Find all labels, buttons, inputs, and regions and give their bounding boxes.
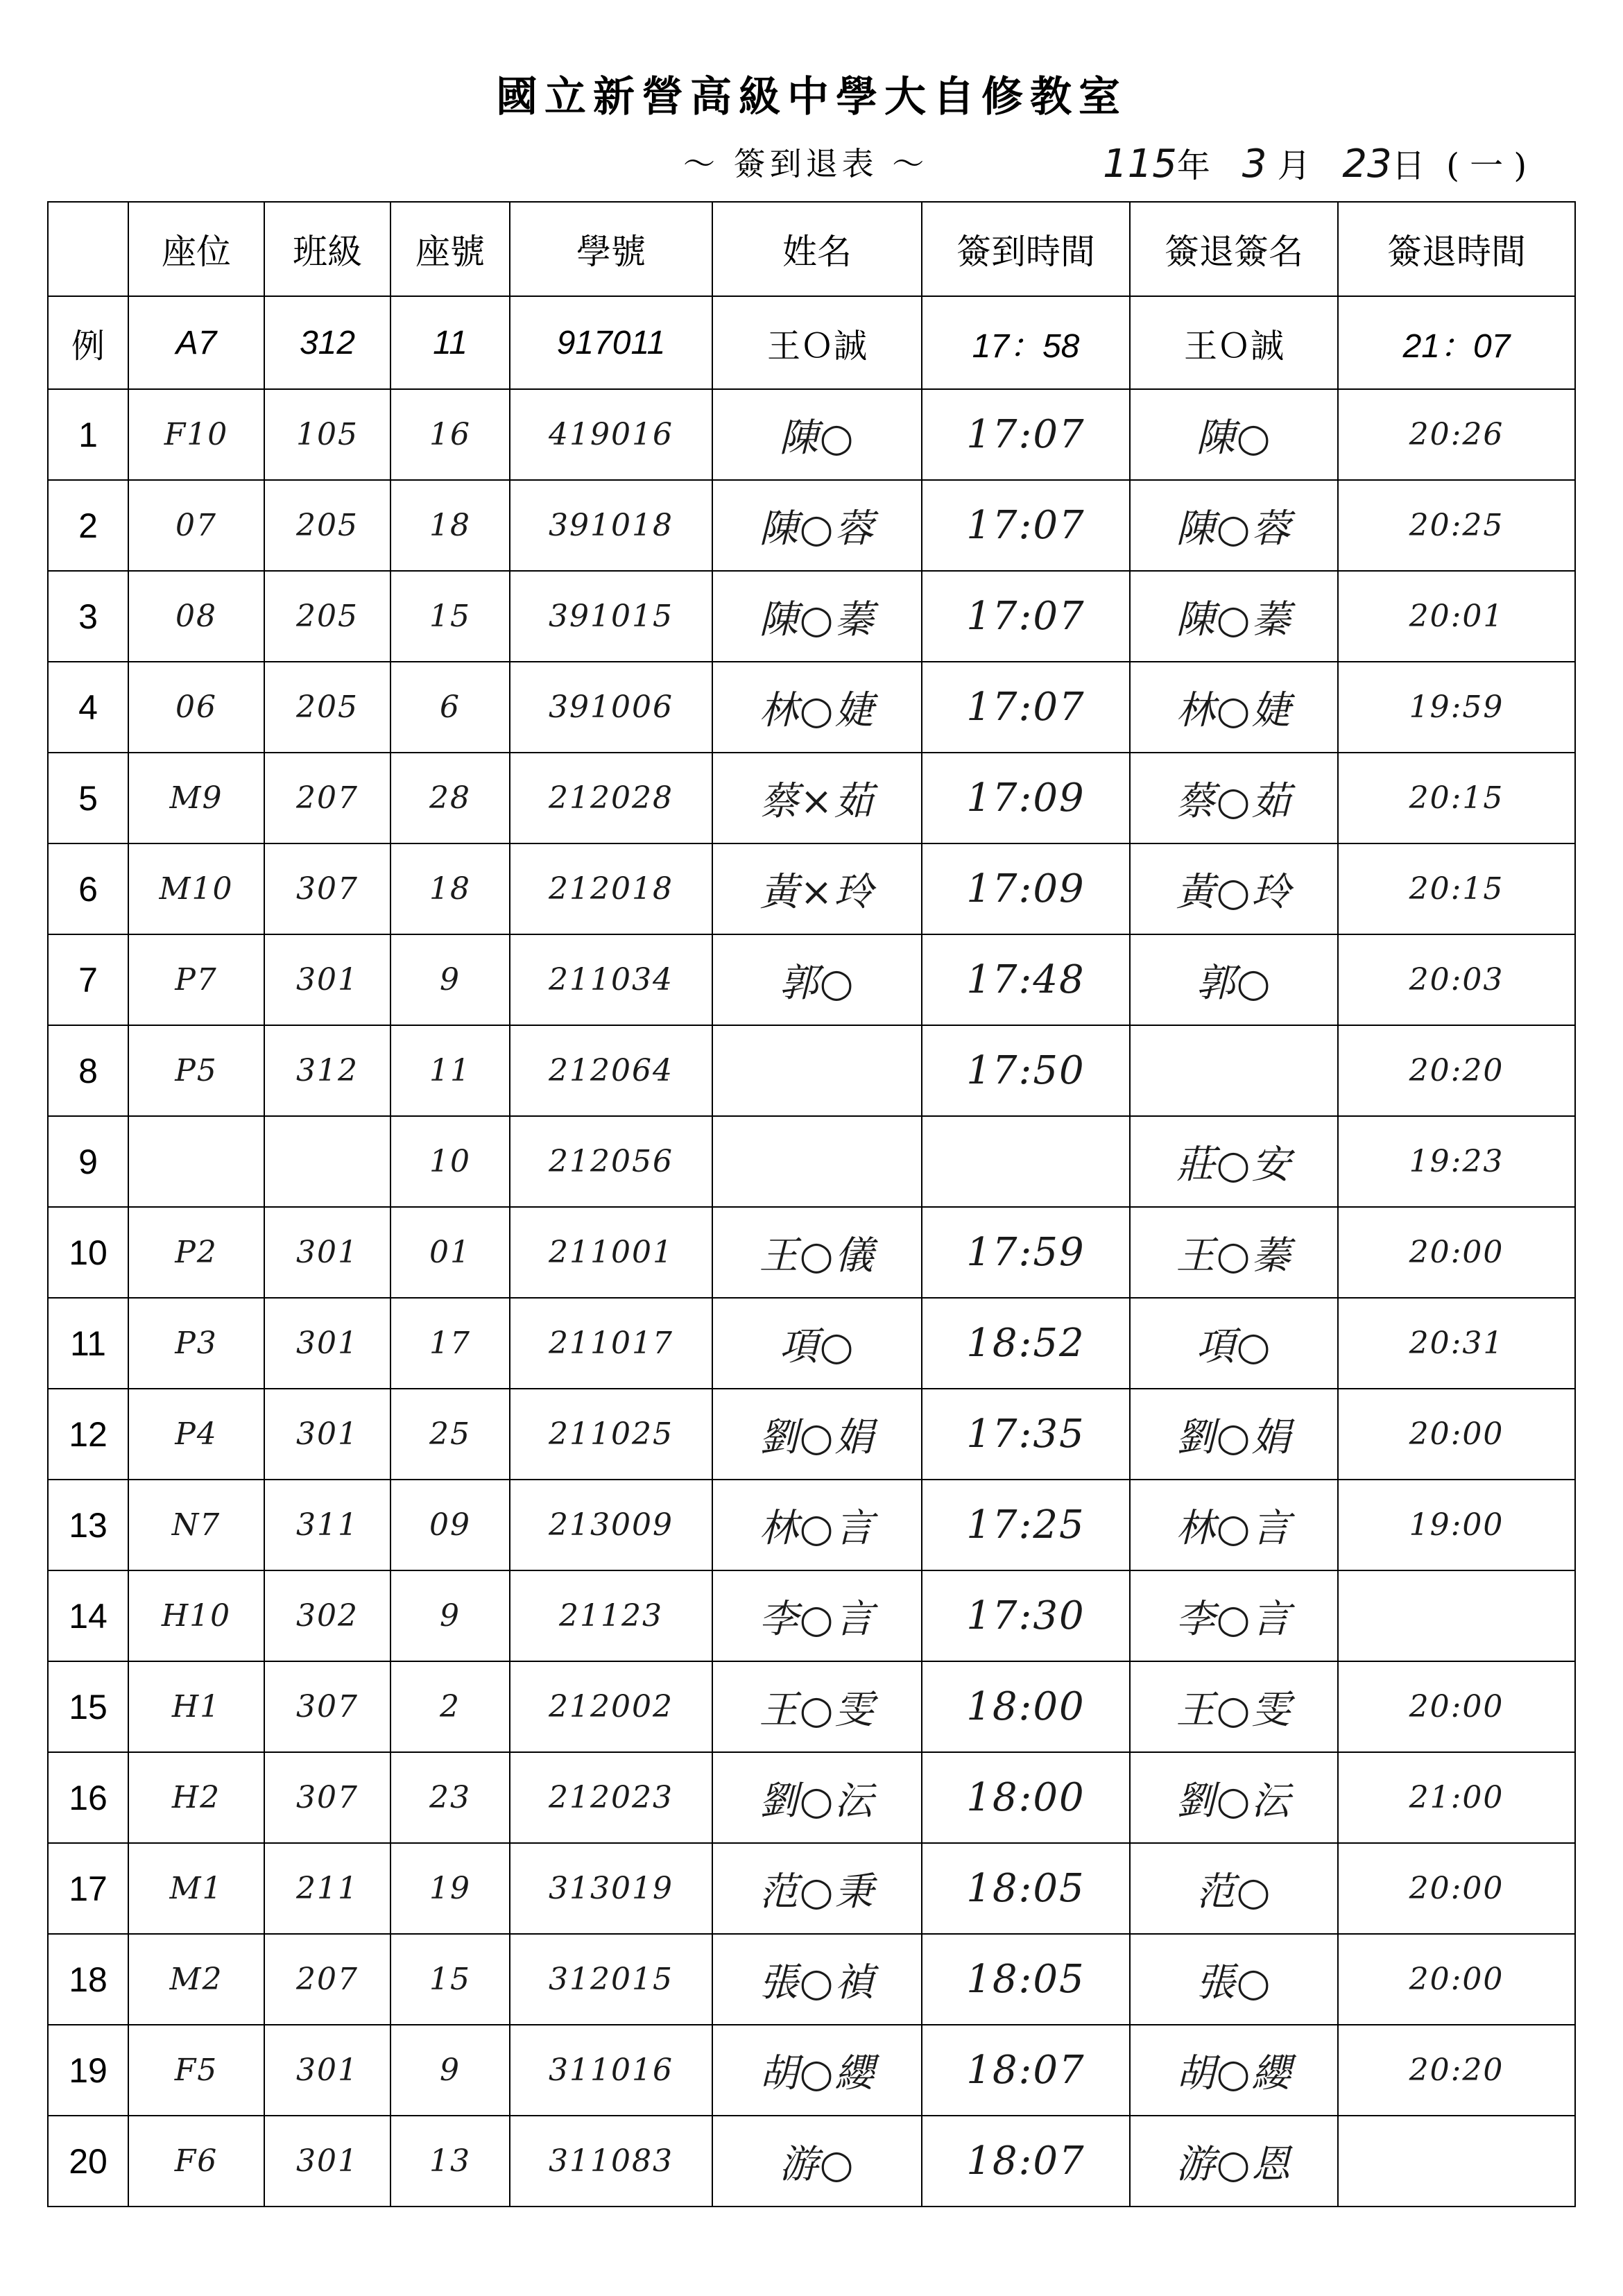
class-cell: 311 <box>264 1480 390 1570</box>
example-number: 11 <box>390 296 510 389</box>
student-id-cell: 211025 <box>510 1389 712 1480</box>
checkout-sign-cell: 王○雯 <box>1130 1661 1338 1752</box>
student-id-cell: 212018 <box>510 843 712 934</box>
table-row <box>48 1934 1575 2025</box>
table-row <box>48 1116 1575 1207</box>
name-cell: 王○儀 <box>712 1207 922 1298</box>
row-index: 2 <box>48 480 128 571</box>
checkin-cell: 17:07 <box>922 662 1130 753</box>
table-row <box>48 1298 1575 1389</box>
checkout-cell: 19:23 <box>1338 1116 1575 1207</box>
checkout-cell: 20:01 <box>1338 571 1575 662</box>
student-id-cell: 21123 <box>510 1570 712 1661</box>
name-cell: 蔡×茹 <box>712 753 922 843</box>
checkout-cell: 20:00 <box>1338 1389 1575 1480</box>
checkout-cell: 21:00 <box>1338 1752 1575 1843</box>
checkout-cell: 20:20 <box>1338 1025 1575 1116</box>
checkout-sign-cell: 王○蓁 <box>1130 1207 1338 1298</box>
class-cell: 301 <box>264 1207 390 1298</box>
checkin-cell: 18:07 <box>922 2116 1130 2207</box>
table-row <box>48 1843 1575 1934</box>
checkout-sign-cell: 項○ <box>1130 1298 1338 1389</box>
col-header-name: 姓名 <box>712 202 922 296</box>
checkout-sign-cell: 游○恩 <box>1130 2116 1338 2207</box>
checkout-cell: 19:59 <box>1338 662 1575 753</box>
col-header-seat: 座位 <box>128 202 264 296</box>
date-weekday: ( 一 ) <box>1446 146 1527 185</box>
table-row <box>48 1570 1575 1661</box>
checkout-cell <box>1338 1570 1575 1661</box>
number-cell: 13 <box>390 2116 510 2207</box>
checkout-sign-cell: 劉○娟 <box>1130 1389 1338 1480</box>
seat-cell: M9 <box>128 753 264 843</box>
number-cell: 15 <box>390 571 510 662</box>
table-row <box>48 934 1575 1025</box>
table-row <box>48 2116 1575 2207</box>
checkin-cell: 18:52 <box>922 1298 1130 1389</box>
class-cell: 302 <box>264 1570 390 1661</box>
row-index: 20 <box>48 2116 128 2207</box>
date-year-label: 年 <box>1176 146 1210 185</box>
seat-cell: P2 <box>128 1207 264 1298</box>
row-index: 12 <box>48 1389 128 1480</box>
number-cell: 25 <box>390 1389 510 1480</box>
row-index: 10 <box>48 1207 128 1298</box>
date-line <box>1103 139 1527 187</box>
student-id-cell: 313019 <box>510 1843 712 1934</box>
number-cell: 9 <box>390 934 510 1025</box>
checkout-sign-cell: 陳○ <box>1130 389 1338 480</box>
checkout-cell: 20:20 <box>1338 2025 1575 2116</box>
checkout-sign-cell: 陳○蓉 <box>1130 480 1338 571</box>
seat-cell: F10 <box>128 389 264 480</box>
seat-cell: 06 <box>128 662 264 753</box>
table-row <box>48 1480 1575 1570</box>
checkout-sign-cell: 劉○沄 <box>1130 1752 1338 1843</box>
date-year: 115 <box>1103 142 1177 187</box>
number-cell: 9 <box>390 1570 510 1661</box>
checkout-sign-cell: 范○ <box>1130 1843 1338 1934</box>
checkout-sign-cell: 張○ <box>1130 1934 1338 2025</box>
checkin-cell: 17:25 <box>922 1480 1130 1570</box>
number-cell: 16 <box>390 389 510 480</box>
checkin-cell: 17:09 <box>922 843 1130 934</box>
seat-cell: H2 <box>128 1752 264 1843</box>
checkin-cell: 17:09 <box>922 753 1130 843</box>
date-day-label: 日 <box>1391 146 1425 185</box>
checkin-cell: 18:05 <box>922 1934 1130 2025</box>
student-id-cell: 311016 <box>510 2025 712 2116</box>
class-cell: 307 <box>264 1752 390 1843</box>
page-title: 國立新營高級中學大自修教室 <box>496 73 1127 121</box>
number-cell: 01 <box>390 1207 510 1298</box>
class-cell: 105 <box>264 389 390 480</box>
student-id-cell: 391015 <box>510 571 712 662</box>
seat-cell <box>128 1116 264 1207</box>
table-row <box>48 843 1575 934</box>
table-row <box>48 1389 1575 1480</box>
header-row <box>48 202 1575 296</box>
example-class: 312 <box>264 296 390 389</box>
seat-cell: P5 <box>128 1025 264 1116</box>
checkout-sign-cell <box>1130 1025 1338 1116</box>
row-index: 1 <box>48 389 128 480</box>
seat-cell: 07 <box>128 480 264 571</box>
student-id-cell: 211017 <box>510 1298 712 1389</box>
name-cell: 劉○娟 <box>712 1389 922 1480</box>
checkin-cell: 17:30 <box>922 1570 1130 1661</box>
name-cell: 陳○蓉 <box>712 480 922 571</box>
col-header-index <box>48 202 128 296</box>
signin-table <box>47 201 1576 2207</box>
row-index: 14 <box>48 1570 128 1661</box>
student-id-cell: 212064 <box>510 1025 712 1116</box>
checkout-sign-cell: 林○婕 <box>1130 662 1338 753</box>
number-cell: 19 <box>390 1843 510 1934</box>
class-cell: 301 <box>264 1298 390 1389</box>
seat-cell: M10 <box>128 843 264 934</box>
table-row <box>48 389 1575 480</box>
row-index: 6 <box>48 843 128 934</box>
table-row <box>48 480 1575 571</box>
example-checkin: 17：58 <box>922 296 1130 389</box>
example-checkout: 21：07 <box>1338 296 1575 389</box>
seat-cell: M1 <box>128 1843 264 1934</box>
class-cell: 301 <box>264 1389 390 1480</box>
row-index: 18 <box>48 1934 128 2025</box>
checkout-cell: 20:00 <box>1338 1661 1575 1752</box>
checkout-sign-cell: 黃○玲 <box>1130 843 1338 934</box>
number-cell: 09 <box>390 1480 510 1570</box>
date-month-label: 月 <box>1277 146 1311 185</box>
checkout-sign-cell: 陳○蓁 <box>1130 571 1338 662</box>
checkout-cell: 20:26 <box>1338 389 1575 480</box>
checkout-sign-cell: 胡○纓 <box>1130 2025 1338 2116</box>
row-index: 3 <box>48 571 128 662</box>
example-student-id: 917011 <box>510 296 712 389</box>
student-id-cell: 212028 <box>510 753 712 843</box>
checkout-cell: 20:03 <box>1338 934 1575 1025</box>
name-cell: 黃×玲 <box>712 843 922 934</box>
class-cell <box>264 1116 390 1207</box>
example-seat: A7 <box>128 296 264 389</box>
class-cell: 307 <box>264 843 390 934</box>
table-row <box>48 662 1575 753</box>
name-cell: 林○言 <box>712 1480 922 1570</box>
student-id-cell: 391006 <box>510 662 712 753</box>
student-id-cell: 311083 <box>510 2116 712 2207</box>
class-cell: 207 <box>264 1934 390 2025</box>
checkout-cell: 19:00 <box>1338 1480 1575 1570</box>
checkout-sign-cell: 李○言 <box>1130 1570 1338 1661</box>
name-cell: 胡○纓 <box>712 2025 922 2116</box>
seat-cell: F6 <box>128 2116 264 2207</box>
example-checkout-sign: 王Ｏ誠 <box>1130 296 1338 389</box>
checkout-sign-cell: 郭○ <box>1130 934 1338 1025</box>
seat-cell: F5 <box>128 2025 264 2116</box>
col-header-number: 座號 <box>390 202 510 296</box>
example-label: 例 <box>48 296 128 389</box>
class-cell: 211 <box>264 1843 390 1934</box>
table-row <box>48 2025 1575 2116</box>
checkin-cell: 17:07 <box>922 389 1130 480</box>
number-cell: 15 <box>390 1934 510 2025</box>
col-header-checkout: 簽退時間 <box>1338 202 1575 296</box>
number-cell: 6 <box>390 662 510 753</box>
col-header-checkin: 簽到時間 <box>922 202 1130 296</box>
row-index: 7 <box>48 934 128 1025</box>
student-id-cell: 212056 <box>510 1116 712 1207</box>
checkin-cell <box>922 1116 1130 1207</box>
student-id-cell: 212002 <box>510 1661 712 1752</box>
row-index: 13 <box>48 1480 128 1570</box>
student-id-cell: 212023 <box>510 1752 712 1843</box>
seat-cell: H10 <box>128 1570 264 1661</box>
date-day: 23 <box>1342 142 1392 187</box>
class-cell: 205 <box>264 480 390 571</box>
col-header-class: 班級 <box>264 202 390 296</box>
checkin-cell: 17:35 <box>922 1389 1130 1480</box>
number-cell: 9 <box>390 2025 510 2116</box>
student-id-cell: 213009 <box>510 1480 712 1570</box>
row-index: 9 <box>48 1116 128 1207</box>
checkin-cell: 18:07 <box>922 2025 1130 2116</box>
class-cell: 301 <box>264 2116 390 2207</box>
table-row <box>48 1752 1575 1843</box>
checkout-cell: 20:15 <box>1338 843 1575 934</box>
table-row <box>48 1207 1575 1298</box>
class-cell: 205 <box>264 571 390 662</box>
seat-cell: P3 <box>128 1298 264 1389</box>
number-cell: 11 <box>390 1025 510 1116</box>
number-cell: 18 <box>390 480 510 571</box>
checkin-cell: 17:59 <box>922 1207 1130 1298</box>
row-index: 4 <box>48 662 128 753</box>
class-cell: 307 <box>264 1661 390 1752</box>
date-month: 3 <box>1242 142 1267 187</box>
checkin-cell: 18:00 <box>922 1752 1130 1843</box>
table-row <box>48 571 1575 662</box>
seat-cell: P7 <box>128 934 264 1025</box>
page-subtitle: ～ 簽到退表 ～ <box>683 145 929 182</box>
checkin-cell: 17:48 <box>922 934 1130 1025</box>
row-index: 11 <box>48 1298 128 1389</box>
checkout-cell: 20:00 <box>1338 1207 1575 1298</box>
checkin-cell: 17:50 <box>922 1025 1130 1116</box>
checkout-sign-cell: 林○言 <box>1130 1480 1338 1570</box>
checkin-cell: 18:05 <box>922 1843 1130 1934</box>
checkout-sign-cell: 蔡○茹 <box>1130 753 1338 843</box>
class-cell: 301 <box>264 934 390 1025</box>
name-cell: 王○雯 <box>712 1661 922 1752</box>
checkout-cell: 20:15 <box>1338 753 1575 843</box>
seat-cell: P4 <box>128 1389 264 1480</box>
name-cell: 項○ <box>712 1298 922 1389</box>
col-header-student-id: 學號 <box>510 202 712 296</box>
number-cell: 17 <box>390 1298 510 1389</box>
row-index: 17 <box>48 1843 128 1934</box>
table-row <box>48 1661 1575 1752</box>
name-cell: 陳○蓁 <box>712 571 922 662</box>
number-cell: 10 <box>390 1116 510 1207</box>
name-cell: 李○言 <box>712 1570 922 1661</box>
table-row <box>48 753 1575 843</box>
checkout-cell: 20:31 <box>1338 1298 1575 1389</box>
row-index: 16 <box>48 1752 128 1843</box>
col-header-checkout-sign: 簽退簽名 <box>1130 202 1338 296</box>
seat-cell: 08 <box>128 571 264 662</box>
number-cell: 23 <box>390 1752 510 1843</box>
checkout-cell: 20:25 <box>1338 480 1575 571</box>
student-id-cell: 312015 <box>510 1934 712 2025</box>
class-cell: 301 <box>264 2025 390 2116</box>
name-cell: 郭○ <box>712 934 922 1025</box>
seat-cell: M2 <box>128 1934 264 2025</box>
number-cell: 2 <box>390 1661 510 1752</box>
row-index: 8 <box>48 1025 128 1116</box>
student-id-cell: 211001 <box>510 1207 712 1298</box>
checkout-sign-cell: 莊○安 <box>1130 1116 1338 1207</box>
number-cell: 28 <box>390 753 510 843</box>
student-id-cell: 419016 <box>510 389 712 480</box>
class-cell: 205 <box>264 662 390 753</box>
name-cell: 劉○沄 <box>712 1752 922 1843</box>
checkout-cell <box>1338 2116 1575 2207</box>
seat-cell: N7 <box>128 1480 264 1570</box>
name-cell: 游○ <box>712 2116 922 2207</box>
example-row <box>48 296 1575 389</box>
name-cell: 林○婕 <box>712 662 922 753</box>
class-cell: 312 <box>264 1025 390 1116</box>
row-index: 5 <box>48 753 128 843</box>
example-name: 王Ｏ誠 <box>712 296 922 389</box>
student-id-cell: 391018 <box>510 480 712 571</box>
checkin-cell: 17:07 <box>922 571 1130 662</box>
name-cell: 張○禎 <box>712 1934 922 2025</box>
name-cell <box>712 1025 922 1116</box>
name-cell: 范○秉 <box>712 1843 922 1934</box>
checkin-cell: 17:07 <box>922 480 1130 571</box>
checkout-cell: 20:00 <box>1338 1843 1575 1934</box>
number-cell: 18 <box>390 843 510 934</box>
checkin-cell: 18:00 <box>922 1661 1130 1752</box>
seat-cell: H1 <box>128 1661 264 1752</box>
class-cell: 207 <box>264 753 390 843</box>
name-cell <box>712 1116 922 1207</box>
row-index: 15 <box>48 1661 128 1752</box>
row-index: 19 <box>48 2025 128 2116</box>
name-cell: 陳○ <box>712 389 922 480</box>
table-row <box>48 1025 1575 1116</box>
checkout-cell: 20:00 <box>1338 1934 1575 2025</box>
student-id-cell: 211034 <box>510 934 712 1025</box>
